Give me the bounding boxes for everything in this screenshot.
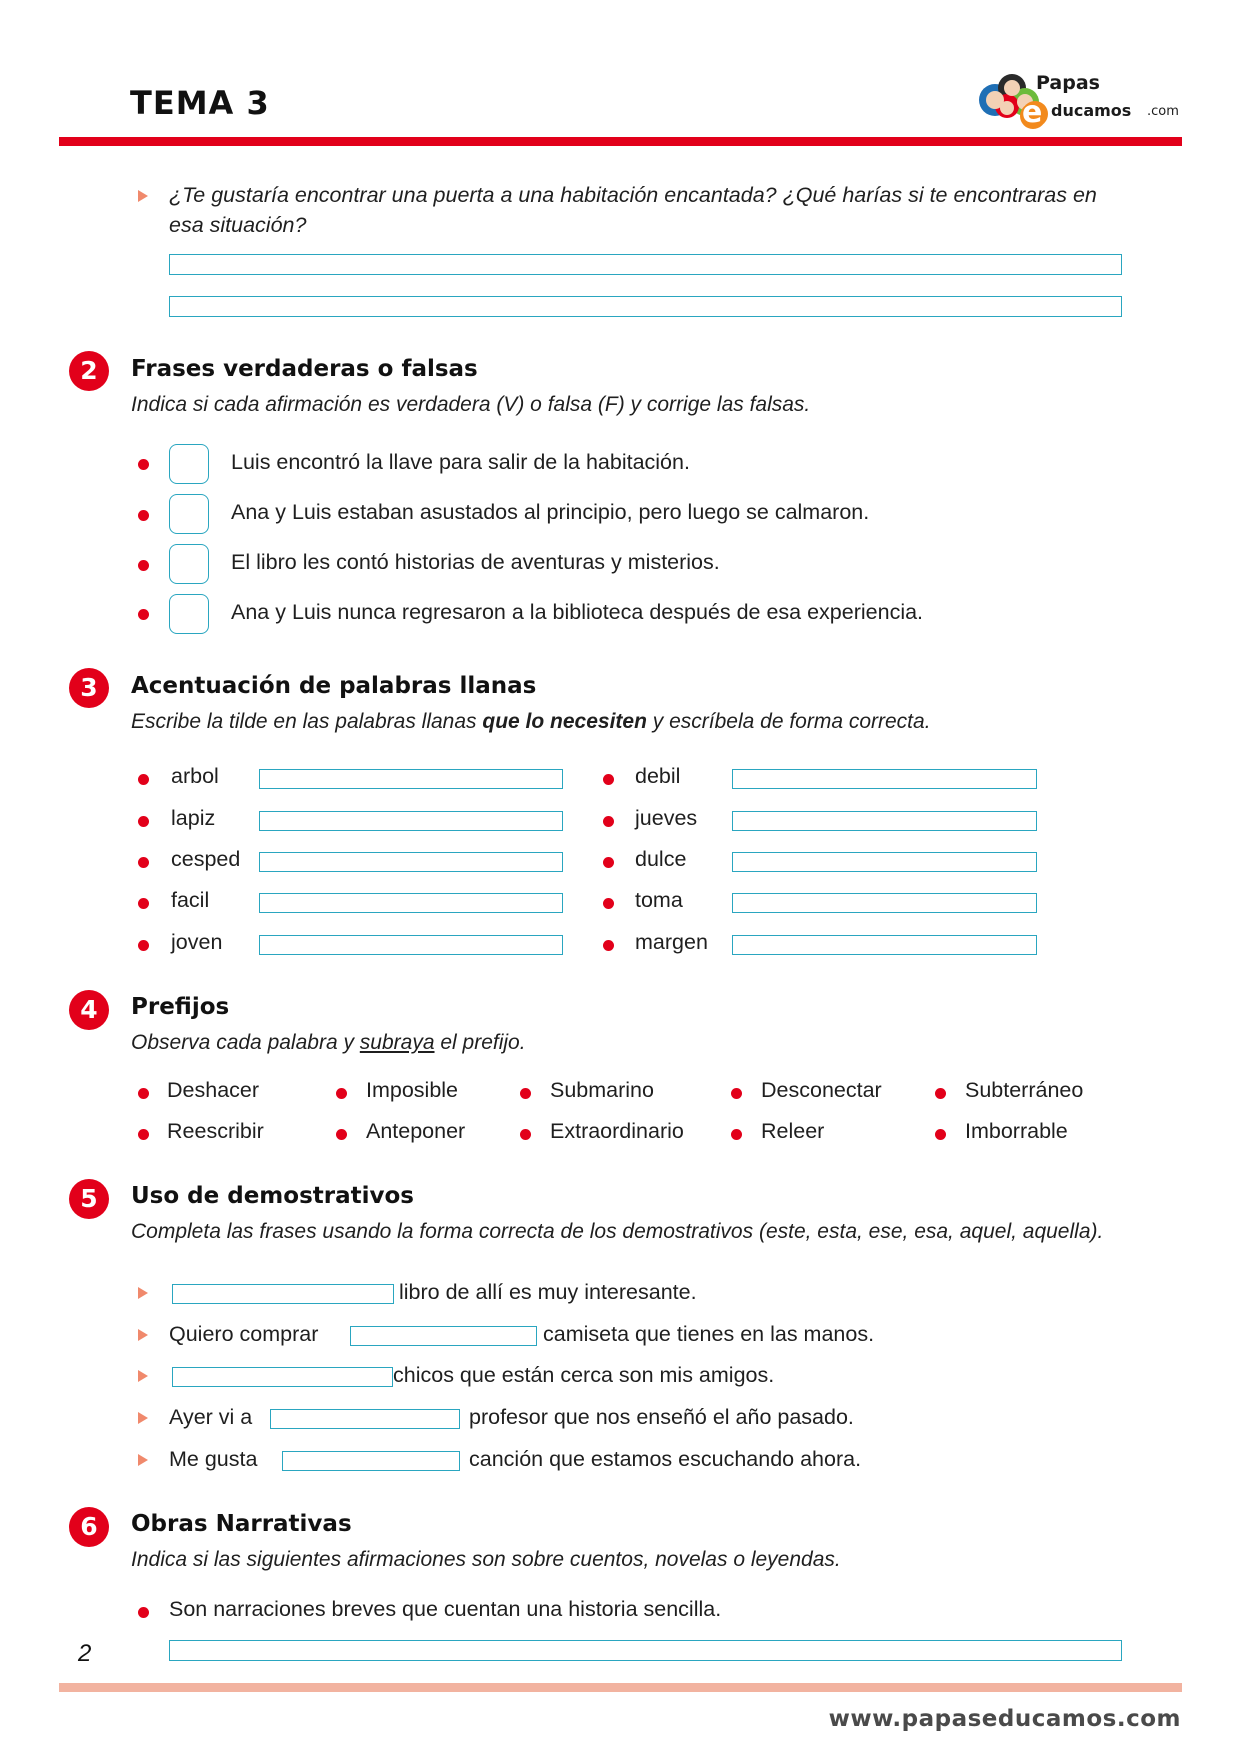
logo-text-com: .com — [1147, 104, 1179, 119]
true-false-box[interactable] — [169, 594, 209, 634]
bullet-dot-icon — [520, 1088, 531, 1099]
section-instruction: Indica si las siguientes afirmaciones son sobre cuentos, novelas o leyendas. — [131, 1548, 841, 1571]
prefix-word[interactable]: Anteponer — [366, 1119, 466, 1143]
bullet-dot-icon — [731, 1129, 742, 1140]
section-title: Prefijos — [131, 994, 230, 1020]
answer-line[interactable] — [270, 1409, 460, 1429]
prefix-word[interactable]: Subterráneo — [965, 1078, 1084, 1102]
answer-line[interactable] — [259, 852, 563, 872]
bullet-dot-icon — [138, 560, 149, 571]
section-title: Acentuación de palabras llanas — [131, 673, 537, 699]
word-to-accent: arbol — [171, 764, 219, 788]
section-number-badge: 3 — [69, 668, 109, 708]
bullet-dot-icon — [603, 816, 614, 827]
word-to-accent: facil — [171, 888, 210, 912]
page-number: 2 — [78, 1640, 92, 1667]
bullet-dot-icon — [336, 1129, 347, 1140]
prefix-word[interactable]: Deshacer — [167, 1078, 260, 1102]
arrow-bullet-icon — [138, 1412, 148, 1424]
answer-line[interactable] — [259, 893, 563, 913]
section-number-badge: 6 — [69, 1507, 109, 1547]
prefix-word[interactable]: Imborrable — [965, 1119, 1068, 1143]
bullet-dot-icon — [138, 816, 149, 827]
statement-text: Son narraciones breves que cuentan una historia sencilla. — [169, 1597, 722, 1621]
sentence-text: Quiero comprar — [169, 1322, 319, 1346]
arrow-bullet-icon — [138, 1329, 148, 1341]
answer-line[interactable] — [732, 893, 1037, 913]
answer-line[interactable] — [172, 1284, 394, 1304]
bullet-dot-icon — [138, 857, 149, 868]
bullet-dot-icon — [138, 510, 149, 521]
statement-text: Ana y Luis nunca regresaron a la biblioteca después de esa experiencia. — [231, 600, 924, 624]
bullet-dot-icon — [935, 1088, 946, 1099]
bullet-dot-icon — [603, 940, 614, 951]
true-false-box[interactable] — [169, 444, 209, 484]
arrow-bullet-icon — [138, 1454, 148, 1466]
bullet-dot-icon — [138, 459, 149, 470]
section-instruction: Completa las frases usando la forma correcta de los demostrativos (este, esta, ese, esa, aquel, aquella). — [131, 1220, 1104, 1243]
answer-line[interactable] — [169, 254, 1122, 275]
bullet-dot-icon — [935, 1129, 946, 1140]
logo-text-papas: Papas — [1036, 72, 1100, 94]
footer-url[interactable]: www.papaseducamos.com — [828, 1706, 1181, 1732]
word-to-accent: margen — [635, 930, 708, 954]
answer-line[interactable] — [732, 935, 1037, 955]
statement-text: Luis encontró la llave para salir de la habitación. — [231, 450, 690, 474]
answer-line[interactable] — [259, 811, 563, 831]
word-to-accent: jueves — [635, 806, 698, 830]
bullet-dot-icon — [138, 1607, 149, 1618]
word-to-accent: lapiz — [171, 806, 216, 830]
bullet-dot-icon — [138, 1129, 149, 1140]
bullet-dot-icon — [138, 1088, 149, 1099]
arrow-bullet-icon — [138, 1370, 148, 1382]
statement-text: Ana y Luis estaban asustados al principio, pero luego se calmaron. — [231, 500, 870, 524]
word-to-accent: toma — [635, 888, 683, 912]
sentence-text: Me gusta — [169, 1447, 258, 1471]
prefix-word[interactable]: Imposible — [366, 1078, 459, 1102]
statement-text: El libro les contó historias de aventuras y misterios. — [231, 550, 720, 574]
sentence-text: camiseta que tienes en las manos. — [543, 1322, 875, 1346]
section-number-badge: 5 — [69, 1179, 109, 1219]
prefix-word[interactable]: Releer — [761, 1119, 825, 1143]
section-number-badge: 2 — [69, 351, 109, 391]
answer-line[interactable] — [350, 1326, 537, 1346]
section-instruction: Observa cada palabra y subraya el prefijo. — [131, 1031, 526, 1054]
logo-e-badge: e — [1022, 101, 1048, 127]
word-to-accent: cesped — [171, 847, 241, 871]
answer-line[interactable] — [172, 1367, 393, 1387]
footer-divider — [59, 1683, 1182, 1692]
page-title: TEMA 3 — [130, 84, 270, 122]
answer-line[interactable] — [169, 296, 1122, 317]
bullet-dot-icon — [731, 1088, 742, 1099]
true-false-box[interactable] — [169, 544, 209, 584]
logo-text-educamos: ducamos — [1051, 101, 1132, 120]
bullet-dot-icon — [138, 940, 149, 951]
sentence-text: libro de allí es muy interesante. — [399, 1280, 697, 1304]
bullet-dot-icon — [520, 1129, 531, 1140]
word-to-accent: joven — [171, 930, 223, 954]
arrow-bullet-icon — [138, 190, 148, 202]
sentence-text: Ayer vi a — [169, 1405, 253, 1429]
bullet-dot-icon — [603, 898, 614, 909]
true-false-box[interactable] — [169, 494, 209, 534]
answer-line[interactable] — [732, 769, 1037, 789]
answer-line[interactable] — [732, 852, 1037, 872]
bullet-dot-icon — [603, 774, 614, 785]
answer-line[interactable] — [169, 1640, 1122, 1661]
header-divider — [59, 137, 1182, 146]
answer-line[interactable] — [259, 935, 563, 955]
answer-line[interactable] — [282, 1451, 460, 1471]
sentence-text: canción que estamos escuchando ahora. — [469, 1447, 862, 1471]
bullet-dot-icon — [138, 774, 149, 785]
bullet-dot-icon — [336, 1088, 347, 1099]
section-number-badge: 4 — [69, 990, 109, 1030]
section-instruction: Escribe la tilde en las palabras llanas que lo necesiten y escríbela de forma correcta. — [131, 710, 931, 733]
section-instruction: Indica si cada afirmación es verdadera (V) o falsa (F) y corrige las falsas. — [131, 393, 811, 416]
bullet-dot-icon — [138, 609, 149, 620]
word-to-accent: debil — [635, 764, 681, 788]
section-title: Frases verdaderas o falsas — [131, 356, 478, 382]
sentence-text: chicos que están cerca son mis amigos. — [393, 1363, 775, 1387]
word-to-accent: dulce — [635, 847, 687, 871]
section-title: Uso de demostrativos — [131, 1183, 414, 1209]
prefix-word[interactable]: Desconectar — [761, 1078, 882, 1102]
arrow-bullet-icon — [138, 1287, 148, 1299]
answer-line[interactable] — [732, 811, 1037, 831]
intro-question: ¿Te gustaría encontrar una puerta a una habitación encantada? ¿Qué harías si te encontraras en esa situación? — [169, 183, 1097, 237]
answer-line[interactable] — [259, 769, 563, 789]
section-title: Obras Narrativas — [131, 1511, 352, 1537]
bullet-dot-icon — [603, 857, 614, 868]
prefix-word[interactable]: Extraordinario — [550, 1119, 684, 1143]
bullet-dot-icon — [138, 898, 149, 909]
prefix-word[interactable]: Submarino — [550, 1078, 654, 1102]
sentence-text: profesor que nos enseñó el año pasado. — [469, 1405, 854, 1429]
prefix-word[interactable]: Reescribir — [167, 1119, 264, 1143]
